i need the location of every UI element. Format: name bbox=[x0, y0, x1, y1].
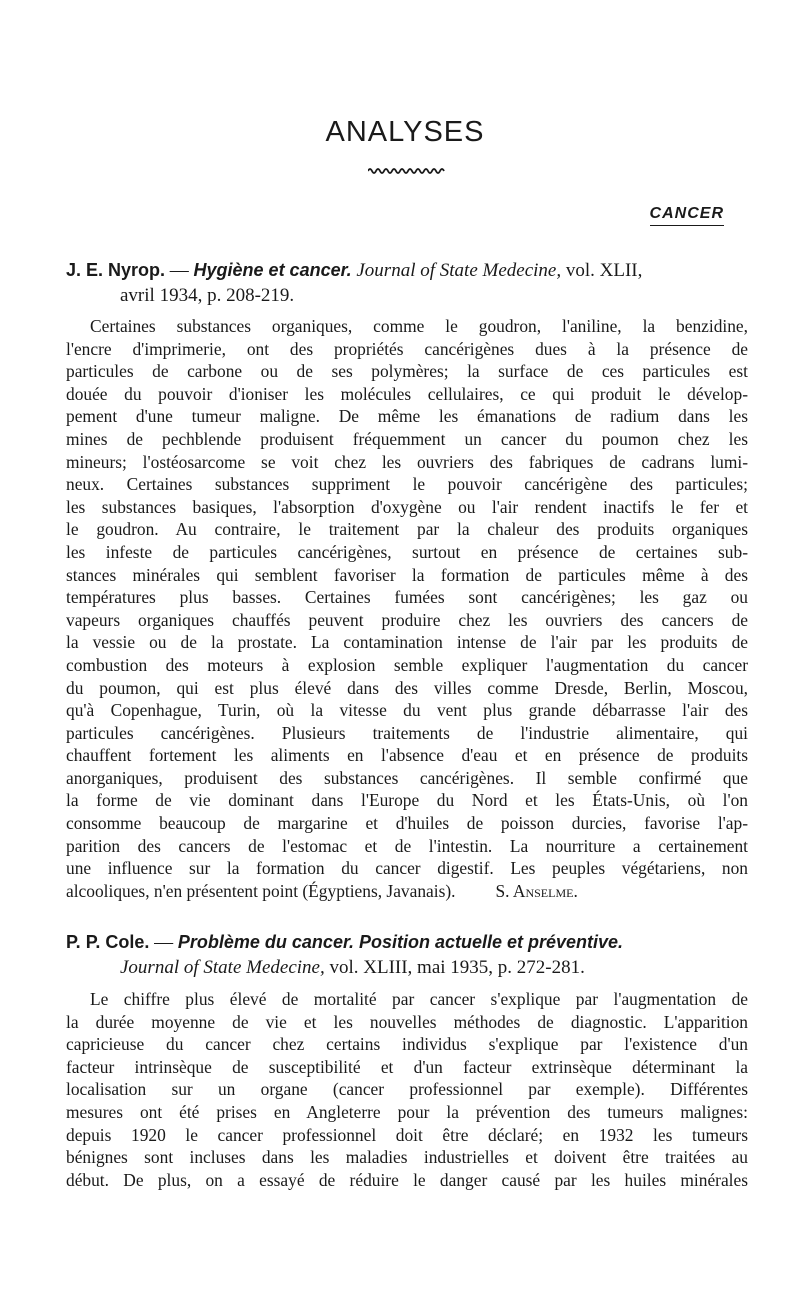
article-1-line: une influence sur la formation du cancer digestif. Les peuples végétariens, non bbox=[66, 858, 748, 879]
article-2-reference bbox=[66, 930, 746, 980]
article-1-line: les substances basiques, l'absorption d'oxygène ou l'air rendent inactifs le fer et bbox=[66, 496, 748, 517]
section-heading: CANCER bbox=[650, 205, 724, 226]
article-1-line: qu'à Copenhague, Turin, où la vitesse du vent plus grande débarrasse l'air des bbox=[66, 700, 748, 721]
article-1-body bbox=[66, 315, 748, 902]
article-1-line: parition des cancers de l'estomac et de l'intestin. La nourriture a certainement bbox=[66, 835, 748, 856]
article-1-line: douée du pouvoir d'ioniser les molécules cellulaires, ce qui produit le dévelop- bbox=[66, 383, 748, 404]
article-1-line: chauffent fortement les aliments en l'absence d'eau et en présence de produits bbox=[66, 745, 748, 766]
article-1-ref-rest: vol. XLII, bbox=[561, 260, 643, 281]
article-2-line: depuis 1920 le cancer professionnel doit être déclaré; en 1932 les tumeurs bbox=[66, 1124, 748, 1145]
article-1-line: Certaines substances organiques, comme le goudron, l'aniline, la benzidine, bbox=[90, 316, 748, 336]
article-2-ref-rest: vol. XLIII, mai 1935, p. 272-281. bbox=[324, 957, 585, 978]
article-1-line: particules cancérigènes. Plusieurs traitements de l'industrie alimentaire, qui bbox=[66, 722, 748, 743]
article-1-journal: Journal of State Medecine, bbox=[356, 260, 562, 281]
article-1-line: neux. Certaines substances suppriment le pouvoir cancérigène des particules; bbox=[66, 474, 748, 495]
article-2-line: mesures ont été prises en Angleterre pour la prévention des tumeurs malignes: bbox=[66, 1101, 748, 1122]
article-2-author: P. P. Cole. bbox=[66, 932, 150, 952]
article-1-dash: — bbox=[165, 260, 194, 281]
article-1-line: la forme de vie dominant dans l'Europe du Nord et les États-Unis, où l'on bbox=[66, 790, 748, 811]
article-1-ref-line2: avril 1934, p. 208-219. bbox=[120, 285, 295, 306]
article-1-line: combustion des moteurs à explosion semble expliquer l'augmentation du cancer bbox=[66, 654, 748, 675]
article-1-line: particules de carbone ou de ses polymères; la surface de ces particules est bbox=[66, 361, 748, 382]
article-1-line: les infeste de particules cancérigènes, surtout en présence de certaines sub- bbox=[66, 541, 748, 562]
article-1-line: vapeurs organiques chauffés peuvent produire chez les ouvriers des cancers de bbox=[66, 609, 748, 630]
article-2-line: bénignes sont incluses dans les maladies industrielles et doivent être traitées au bbox=[66, 1147, 748, 1168]
article-2-line: localisation sur un organe (cancer professionnel par exemple). Différentes bbox=[66, 1079, 748, 1100]
article-2-line: Le chiffre plus élevé de mortalité par cancer s'explique par l'augmentation de bbox=[90, 989, 748, 1009]
article-1-line: du poumon, qui est plus élevé dans des villes comme Dresde, Berlin, Moscou, bbox=[66, 677, 748, 698]
article-2-body bbox=[66, 988, 748, 1191]
article-1-title: Hygiène et cancer. bbox=[193, 260, 352, 280]
article-1-line: alcooliques, n'en présentent point (Égyptiens, Javanais). bbox=[66, 880, 456, 901]
article-2-line: facteur intrinsèque de susceptibilité et d'un facteur extrinsèque déterminant la bbox=[66, 1056, 748, 1077]
article-1-line: l'encre d'imprimerie, ont des propriétés cancérigènes dues à la présence de bbox=[66, 338, 748, 359]
article-1-line: mines de pechblende produisent fréquemment un cancer du poumon chez les bbox=[66, 428, 748, 449]
article-2-title: Problème du cancer. Position actuelle et préventive. bbox=[177, 932, 624, 952]
article-1-reference bbox=[66, 258, 746, 308]
article-1-line: pement d'une tumeur maligne. De même les émanations de radium dans les bbox=[66, 406, 748, 427]
article-1-line: le goudron. Au contraire, le traitement par la chaleur des produits organiques bbox=[66, 519, 748, 540]
article-2-line: capricieuse du cancer chez certains individus s'explique par l'existence d'un bbox=[66, 1034, 748, 1055]
article-2-line: début. De plus, on a essayé de réduire le danger causé par les huiles minérales bbox=[66, 1169, 748, 1190]
article-2-dash: — bbox=[149, 932, 178, 953]
article-2-ref-line2 bbox=[66, 955, 746, 980]
ornament-divider bbox=[368, 166, 446, 176]
article-1-line: anorganiques, produisent des substances cancérigènes. Il semble confirmé que bbox=[66, 767, 748, 788]
article-1-line: mineurs; l'ostéosarcome se voit chez les ouvriers des fabriques de cadrans lumi- bbox=[66, 451, 748, 472]
article-2-line: la durée moyenne de vie et les nouvelles méthodes de diagnostic. L'apparition bbox=[66, 1011, 748, 1032]
article-1-signature: S. Anselme. bbox=[495, 880, 578, 901]
article-1-line: la vessie ou de la prostate. La contamination intense de l'air par les produits de bbox=[66, 632, 748, 653]
article-1-last-line bbox=[66, 880, 748, 903]
page-title: ANALYSES bbox=[325, 116, 485, 148]
article-1-line: consomme beaucoup de margarine et d'huiles de poisson durcies, favorise l'ap- bbox=[66, 813, 748, 834]
article-1-line: températures plus basses. Certaines fumées sont cancérigènes; les gaz ou bbox=[66, 587, 748, 608]
article-1-author: J. E. Nyrop. bbox=[66, 260, 166, 280]
article-2-journal: Journal of State Medecine, bbox=[120, 957, 325, 978]
article-1-line: stances minérales qui semblent favoriser la formation de particules même à des bbox=[66, 564, 748, 585]
